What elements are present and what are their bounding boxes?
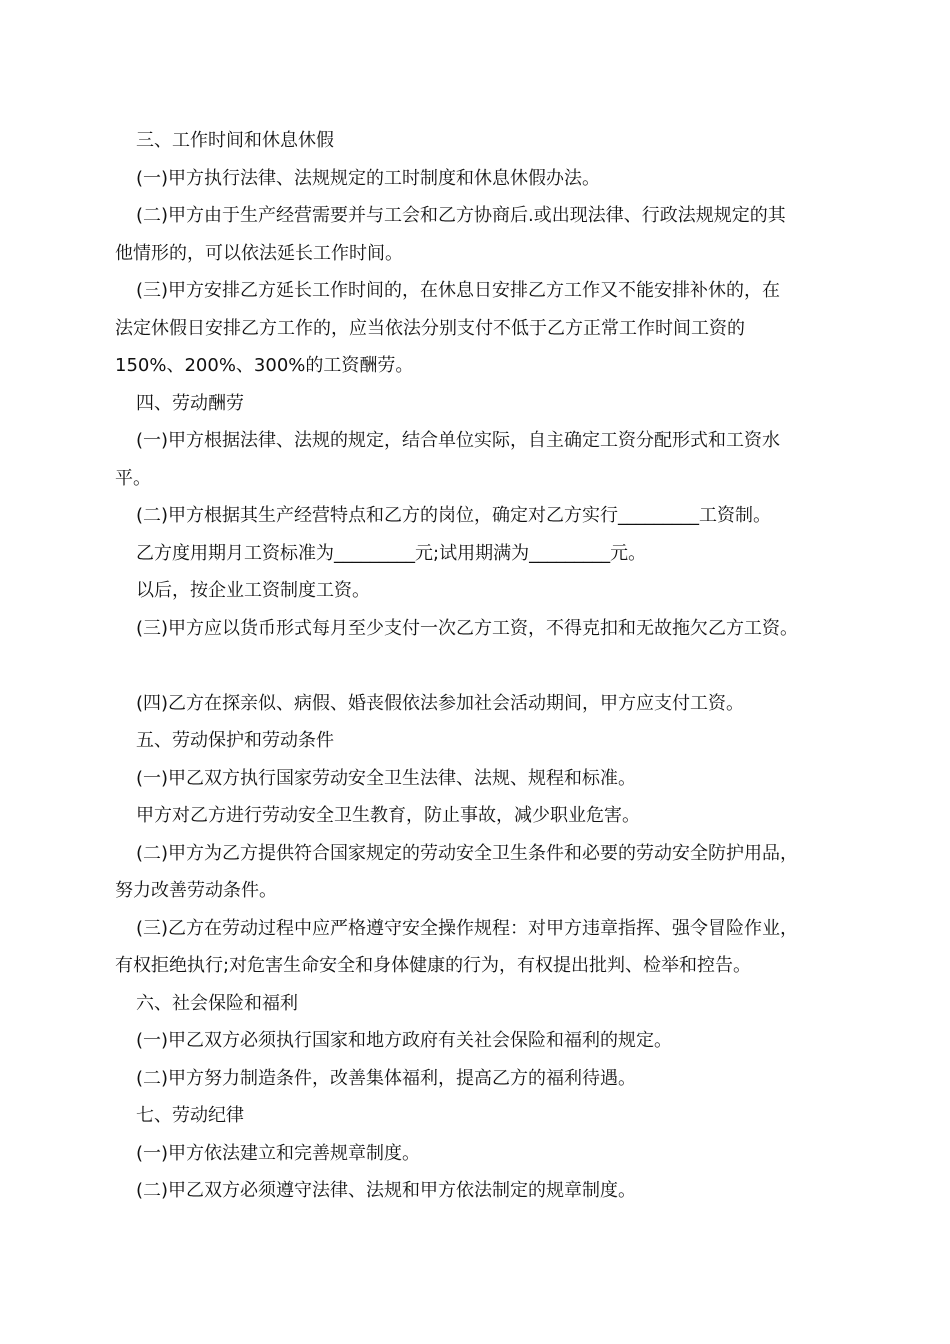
paragraph-line: (三)甲方应以货币形式每月至少支付一次乙方工资，不得克扣和无故拖欠乙方工资。 [136, 617, 799, 639]
paragraph-line: (三)甲方安排乙方延长工作时间的，在休息日安排乙方工作又不能安排补休的，在 [136, 280, 781, 301]
paragraph-line: (一)甲方根据法律、法规的规定，结合单位实际，自主确定工资分配形式和工资水 [136, 430, 781, 451]
paragraph-line: (二)甲方根据其生产经营特点和乙方的岗位，确定对乙方实行_________工资制。 [136, 505, 772, 526]
paragraph-line: (四)乙方在探亲似、病假、婚丧假依法参加社会活动期间，甲方应支付工资。 [136, 692, 745, 714]
paragraph-line: 平。 [115, 467, 151, 489]
section-heading-social-insurance: 六、社会保险和福利 [136, 992, 298, 1014]
section-heading-work-hours: 三、工作时间和休息休假 [136, 130, 334, 151]
paragraph-line: 以后，按企业工资制度工资。 [136, 580, 370, 601]
paragraph-line: 有权拒绝执行;对危害生命安全和身体健康的行为，有权提出批判、检举和控告。 [115, 955, 752, 976]
paragraph-line: 法定休假日安排乙方工作的，应当依法分别支付不低于乙方正常工作时间工资的 [115, 317, 745, 339]
paragraph-line: (一)甲乙双方执行国家劳动安全卫生法律、法规、规程和标准。 [136, 767, 637, 789]
section-heading-remuneration: 四、劳动酬劳 [136, 392, 244, 414]
paragraph-line: (一)甲方依法建立和完善规章制度。 [136, 1142, 421, 1164]
paragraph-line: (一)甲乙双方必须执行国家和地方政府有关社会保险和福利的规定。 [136, 1030, 673, 1051]
paragraph-line: 甲方对乙方进行劳动安全卫生教育，防止事故，减少职业危害。 [136, 805, 640, 826]
paragraph-line: (二)甲方为乙方提供符合国家规定的劳动安全卫生条件和必要的劳动安全防护用品， [136, 842, 799, 864]
paragraph-line: 乙方度用期月工资标准为_________元;试用期满为_________元。 [136, 542, 647, 564]
document-body [115, 122, 845, 1210]
paragraph-line: (三)乙方在劳动过程中应严格遵守安全操作规程：对甲方违章指挥、强令冒险作业， [136, 917, 799, 939]
paragraph-line: (二)甲乙双方必须遵守法律、法规和甲方依法制定的规章制度。 [136, 1180, 637, 1201]
section-heading-labor-discipline: 七、劳动纪律 [136, 1105, 244, 1126]
paragraph-line: (二)甲方由于生产经营需要并与工会和乙方协商后.或出现法律、行政法规规定的其 [136, 205, 786, 226]
paragraph-line: (二)甲方努力制造条件，改善集体福利，提高乙方的福利待遇。 [136, 1067, 637, 1089]
paragraph-line: 努力改善劳动条件。 [115, 880, 277, 901]
paragraph-line: 150%、200%、300%的工资酬劳。 [115, 355, 414, 376]
blank-line [115, 647, 845, 685]
paragraph-line: 他情形的，可以依法延长工作时间。 [115, 242, 403, 264]
section-heading-labor-protection: 五、劳动保护和劳动条件 [136, 730, 334, 751]
paragraph-line: (一)甲方执行法律、法规规定的工时制度和休息休假办法。 [136, 167, 601, 189]
